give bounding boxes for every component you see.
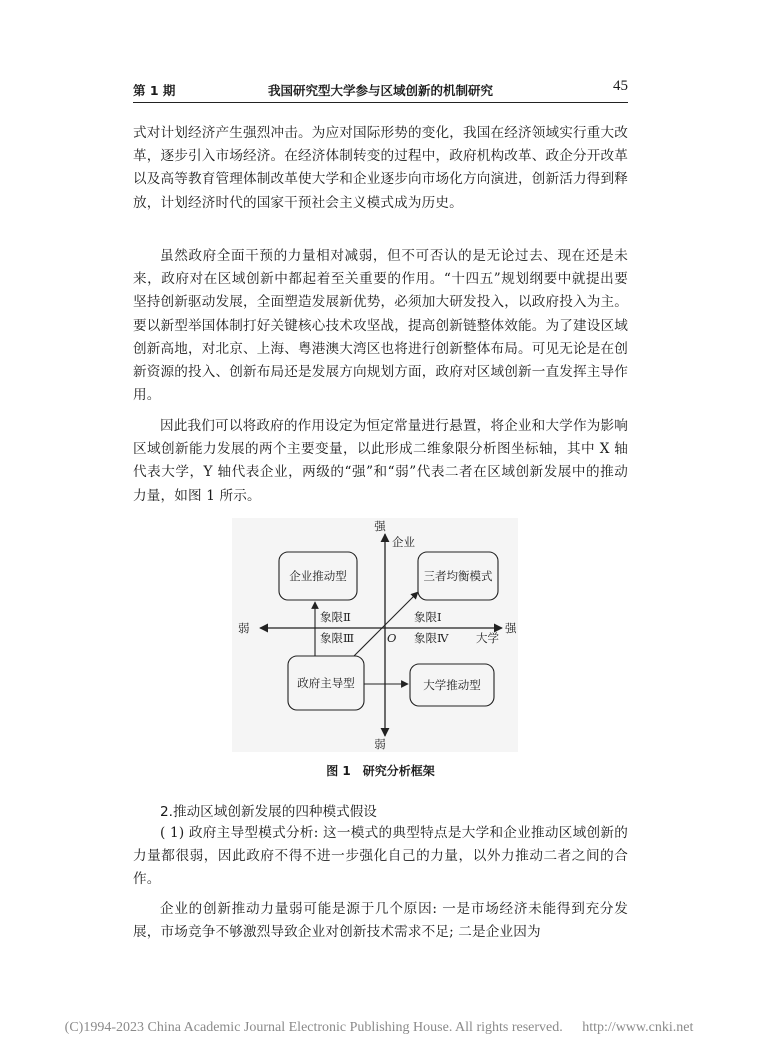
label-box-balanced: 三者均衡模式 — [423, 569, 493, 583]
label-quadrant-3: 象限Ⅲ — [320, 631, 355, 645]
label-bottom-weak: 弱 — [374, 737, 386, 751]
paragraph-4: ( 1) 政府主导型模式分析: 这一模式的典型特点是大学和企业推动区域创新的力量都很弱，因此政府不得不进一步强化自己的力量，以外力推动二者之间的合作。 — [133, 825, 628, 888]
label-origin: O — [387, 631, 397, 645]
figure-quadrant-diagram — [232, 518, 518, 752]
paragraph-5: 企业的创新推动力量弱可能是源于几个原因: 一是市场经济未能得到充分发展，市场竞争不够激烈导致企业对创新技术需求不足; 二是企业因为 — [133, 901, 628, 941]
label-quadrant-1: 象限Ⅰ — [414, 610, 442, 624]
paragraph-1: 式对计划经济产生强烈冲击。为应对国际形势的变化，我国在经济领域实行重大改革，逐步引入市场经济。在经济体制转变的过程中，政府机构改革、政企分开改革以及高等教育管理体制改革使大学和企业逐步向市场化方向演进，创新活力得到释放，计划经济时代的国家干预社会主义模式成为历史。 — [133, 125, 628, 211]
label-box-university: 大学推动型 — [423, 678, 481, 692]
label-x-axis: 大学 — [476, 631, 499, 645]
label-right-strong: 强 — [505, 621, 517, 635]
running-header — [133, 78, 628, 103]
quadrant-diagram-svg — [232, 518, 518, 752]
label-top-strong: 强 — [374, 519, 386, 533]
label-quadrant-2: 象限Ⅱ — [320, 610, 351, 624]
paragraph-2: 虽然政府全面干预的力量相对减弱，但不可否认的是无论过去、现在还是未来，政府对在区域创新中都起着至关重要的作用。“十四五”规划纲要中就提出要坚持创新驱动发展，全面塑造发展新优势，必须加大研发投入，以政府投入为主。要以新型举国体制打好关键核心技术攻坚战，提高创新链整体效能。为了建设区域创新高地，对北京、上海、粤港澳大湾区也将进行创新整体布局。可见无论是在创新资源的投入、创新布局还是发展方向规划方面，政府对区域创新一直发挥主导作用。 — [133, 248, 628, 404]
paragraph-3: 因此我们可以将政府的作用设定为恒定常量进行悬置，将企业和大学作为影响区域创新能力发展的两个主要变量，以此形成二维象限分析图坐标轴，其中 X 轴代表大学，Y 轴代表企业，两级的“强”和“弱”代表二者在区域创新发展中的推动力量，如图 1 所示。 — [133, 418, 628, 504]
label-box-government: 政府主导型 — [297, 676, 355, 690]
page-number: 45 — [613, 78, 628, 94]
label-box-enterprise: 企业推动型 — [289, 569, 347, 583]
label-quadrant-4: 象限Ⅳ — [414, 631, 449, 645]
label-left-weak: 弱 — [238, 621, 250, 635]
issue-label: 第 1 期 — [133, 83, 176, 98]
section-heading: 2.推动区域创新发展的四种模式假设 — [160, 804, 377, 820]
label-y-axis: 企业 — [392, 535, 415, 549]
arrow-to-balanced — [354, 592, 418, 656]
copyright-text: (C)1994-2023 China Academic Journal Electronic Publishing House. All rights reserved. — [64, 1020, 563, 1035]
journal-article-title: 我国研究型大学参与区域创新的机制研究 — [267, 83, 493, 98]
figure-caption: 图 1 研究分析框架 — [326, 764, 435, 778]
copyright-footer — [0, 1020, 758, 1036]
footer-url: http://www.cnki.net — [582, 1020, 694, 1035]
